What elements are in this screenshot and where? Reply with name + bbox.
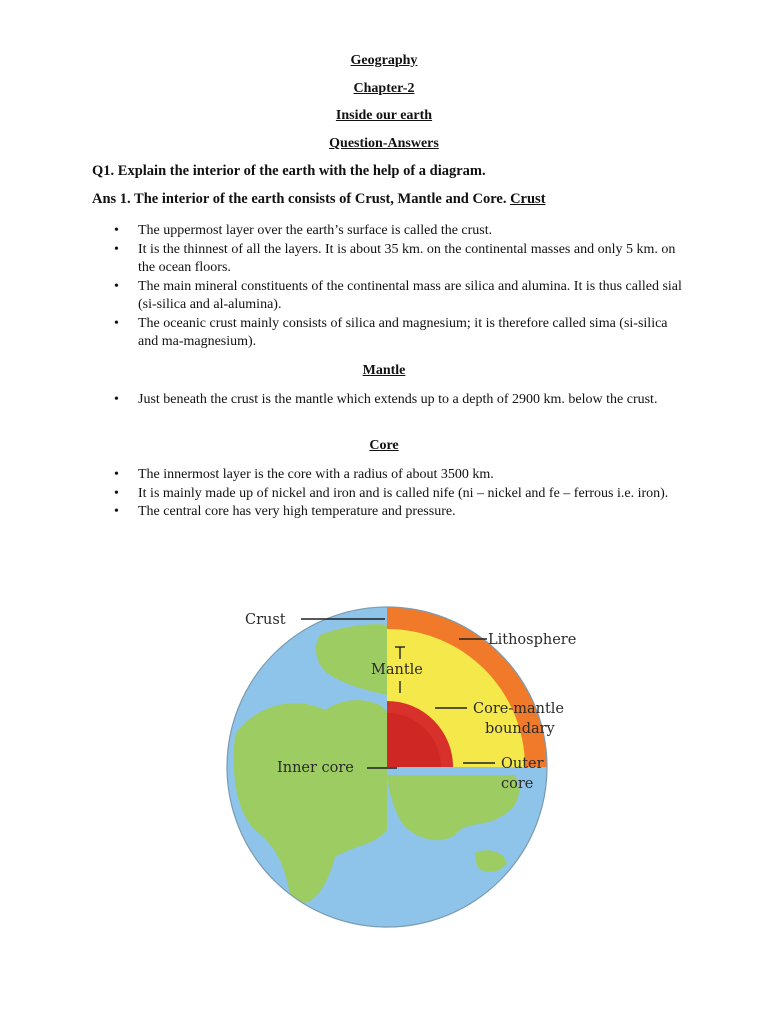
- lithosphere-label: Lithosphere: [488, 632, 577, 648]
- mantle-heading: Mantle: [362, 363, 406, 378]
- list-item: • The central core has very high temperature and pressure.: [112, 503, 682, 522]
- crust-list: [112, 222, 682, 352]
- outer-core-label: Outer: [501, 756, 544, 772]
- list-item: • The oceanic crust mainly consists of silica and magnesium; it is therefore called sima (si-silica and ma-magnesium).: [112, 315, 682, 352]
- list-item: • The uppermost layer over the earth’s surface is called the crust.: [112, 222, 682, 241]
- list-item: • It is mainly made up of nickel and iron and is called nife (ni – nickel and fe – ferrous i.e. iron).: [112, 485, 682, 504]
- core-list: [112, 466, 682, 522]
- core-heading: Core: [369, 438, 399, 453]
- core-mantle-boundary-label: Core-mantle: [473, 701, 565, 717]
- earth-interior-diagram: [215, 595, 595, 940]
- mantle-label: Mantle: [371, 662, 423, 678]
- answer-intro-line: [92, 190, 732, 208]
- list-item: • The main mineral constituents of the continental mass are silica and alumina. It is thus called sial (si-silica and al-alumina).: [112, 278, 682, 315]
- subject-heading: Geography: [350, 53, 418, 68]
- core-mantle-boundary-label: boundary: [485, 721, 555, 737]
- section-heading: Question-Answers: [329, 136, 439, 151]
- list-item: • Just beneath the crust is the mantle which extends up to a depth of 2900 km. below the crust.: [112, 391, 682, 410]
- answer-intro: Ans 1. The interior of the earth consists of Crust, Mantle and Core.: [92, 191, 507, 207]
- inner-core-label: Inner core: [277, 760, 354, 776]
- list-item: • It is the thinnest of all the layers. It is about 35 km. on the continental masses and only 5 km. on the ocean floors.: [112, 241, 682, 278]
- list-item: • The innermost layer is the core with a radius of about 3500 km.: [112, 466, 682, 485]
- crust-heading: Crust: [510, 191, 546, 207]
- crust-label: Crust: [245, 612, 286, 628]
- outer-core-label: core: [501, 776, 534, 792]
- chapter-title: Inside our earth: [335, 108, 433, 123]
- question-text: Q1. Explain the interior of the earth with the help of a diagram.: [92, 163, 486, 179]
- mantle-list: [112, 391, 682, 410]
- chapter-heading: Chapter-2: [353, 81, 415, 96]
